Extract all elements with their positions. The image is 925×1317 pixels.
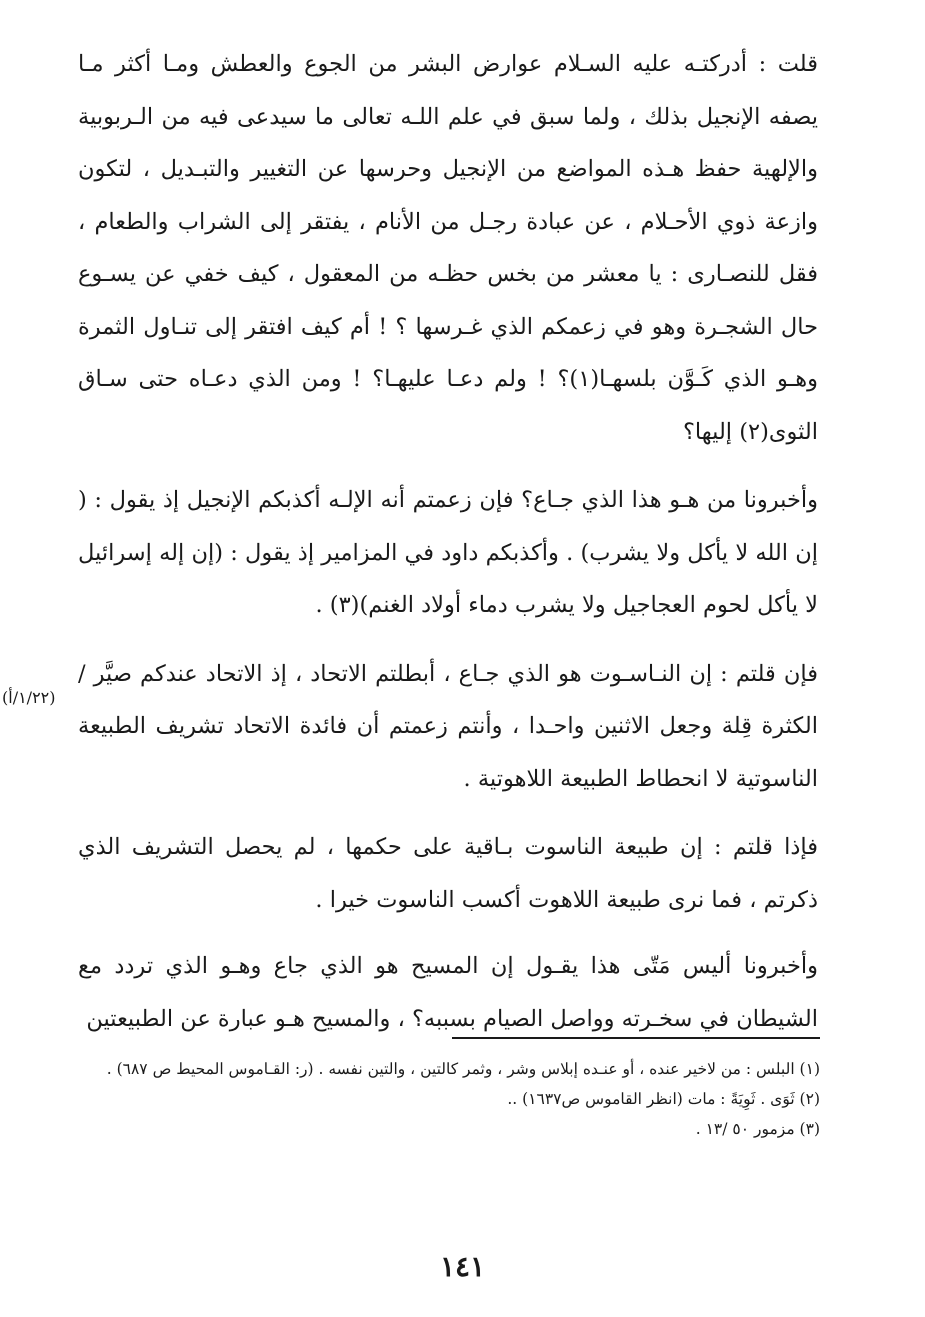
paragraph-1: قلت : أدركتـه عليه السـلام عوارض البشر من الجوع والعطش ومـا أكثر مـا يصفه الإنجيل بذلك ، ولما سبق في علم اللـه تعالى ما سيدعى فيه من الـربوبية والإلهية حفظ هـذه المواضع من الإنجيل وحرسها عن التغيير والتبـديل ، لتكون وازعة ذوي الأحـلام ، عن عبادة رجـل من الأنام ، يفتقر إلى الشراب والطعام ، فقل للنصـارى : يا معشر من بخس حظـه من المعقول ، كيف خفي عن يسـوع حال الشجـرة وهو في زعمكم الذي غـرسها ؟ ! أم كيف افتقر إلى تنـاول الثمرة وهـو الذي كَـوَّن بلسهـا(١)؟ ! ولم دعـا عليهـا؟ ! ومن الذي دعـاه حتى سـاق الثوى(٢) إليها؟ [78,51,818,445]
paragraph-4: فإذا قلتم : إن طبيعة الناسوت بـاقية على حكمها ، لم يحصل التشريف الذي ذكرتم ، فما نرى طبيعة اللاهوت أكسب الناسوت خيرا . [78,834,818,913]
footnotes [80,1054,820,1144]
page-number: ١٤١ [439,1250,486,1283]
paragraph-3: فإن قلتم : إن النـاسـوت هو الذي جـاع ، أبطلتم الاتحاد ، إذ الاتحاد عندكم صيَّر / الكثرة قِلة وجعل الاثنين واحـدا ، وأنتم زعمتم أن فائدة الاتحاد تشريف الطبيعة الناسوتية لا انحطاط الطبيعة اللاهوتية . [78,660,818,792]
paragraph-5: وأخبرونا أليس مَتّى هذا يقـول إن المسيح هو الذي جاع وهـو الذي تردد مع الشيطان في سخـرته وواصل الصيام بسببه؟ ، والمسيح هـو عبارة عن الطبيعتين [78,953,818,1032]
footnote-3: (٣) مزمور ٥٠ /١٣ . [695,1120,820,1138]
footnote-separator [452,1037,820,1039]
footnote-2: (٢) ثَوَى . ثَوِيَةً : مات (انظر القاموس ص١٦٣٧) .. [507,1090,820,1108]
main-text [78,38,818,1061]
footnote-1: (١) البلس : من لاخير عنده ، أو عنـده إبلاس وشر ، وثمر كالتين ، والتين نفسه . (ر: القـاموس المحيط ص ٦٨٧) . [106,1060,820,1078]
paragraph-2: وأخبرونا من هـو هذا الذي جـاع؟ فإن زعمتم أنه الإلـه أكذبكم الإنجيل إذ يقول : ( إن الله لا يأكل ولا يشرب) . وأكذبكم داود في المزامير إذ يقول : (إن إله إسرائيل لا يأكل لحوم العجاجيل ولا يشرب دماء أولاد الغنم)(٣) . [78,487,818,618]
manuscript-folio-marker: (١/٢٢/أ) [2,688,56,707]
